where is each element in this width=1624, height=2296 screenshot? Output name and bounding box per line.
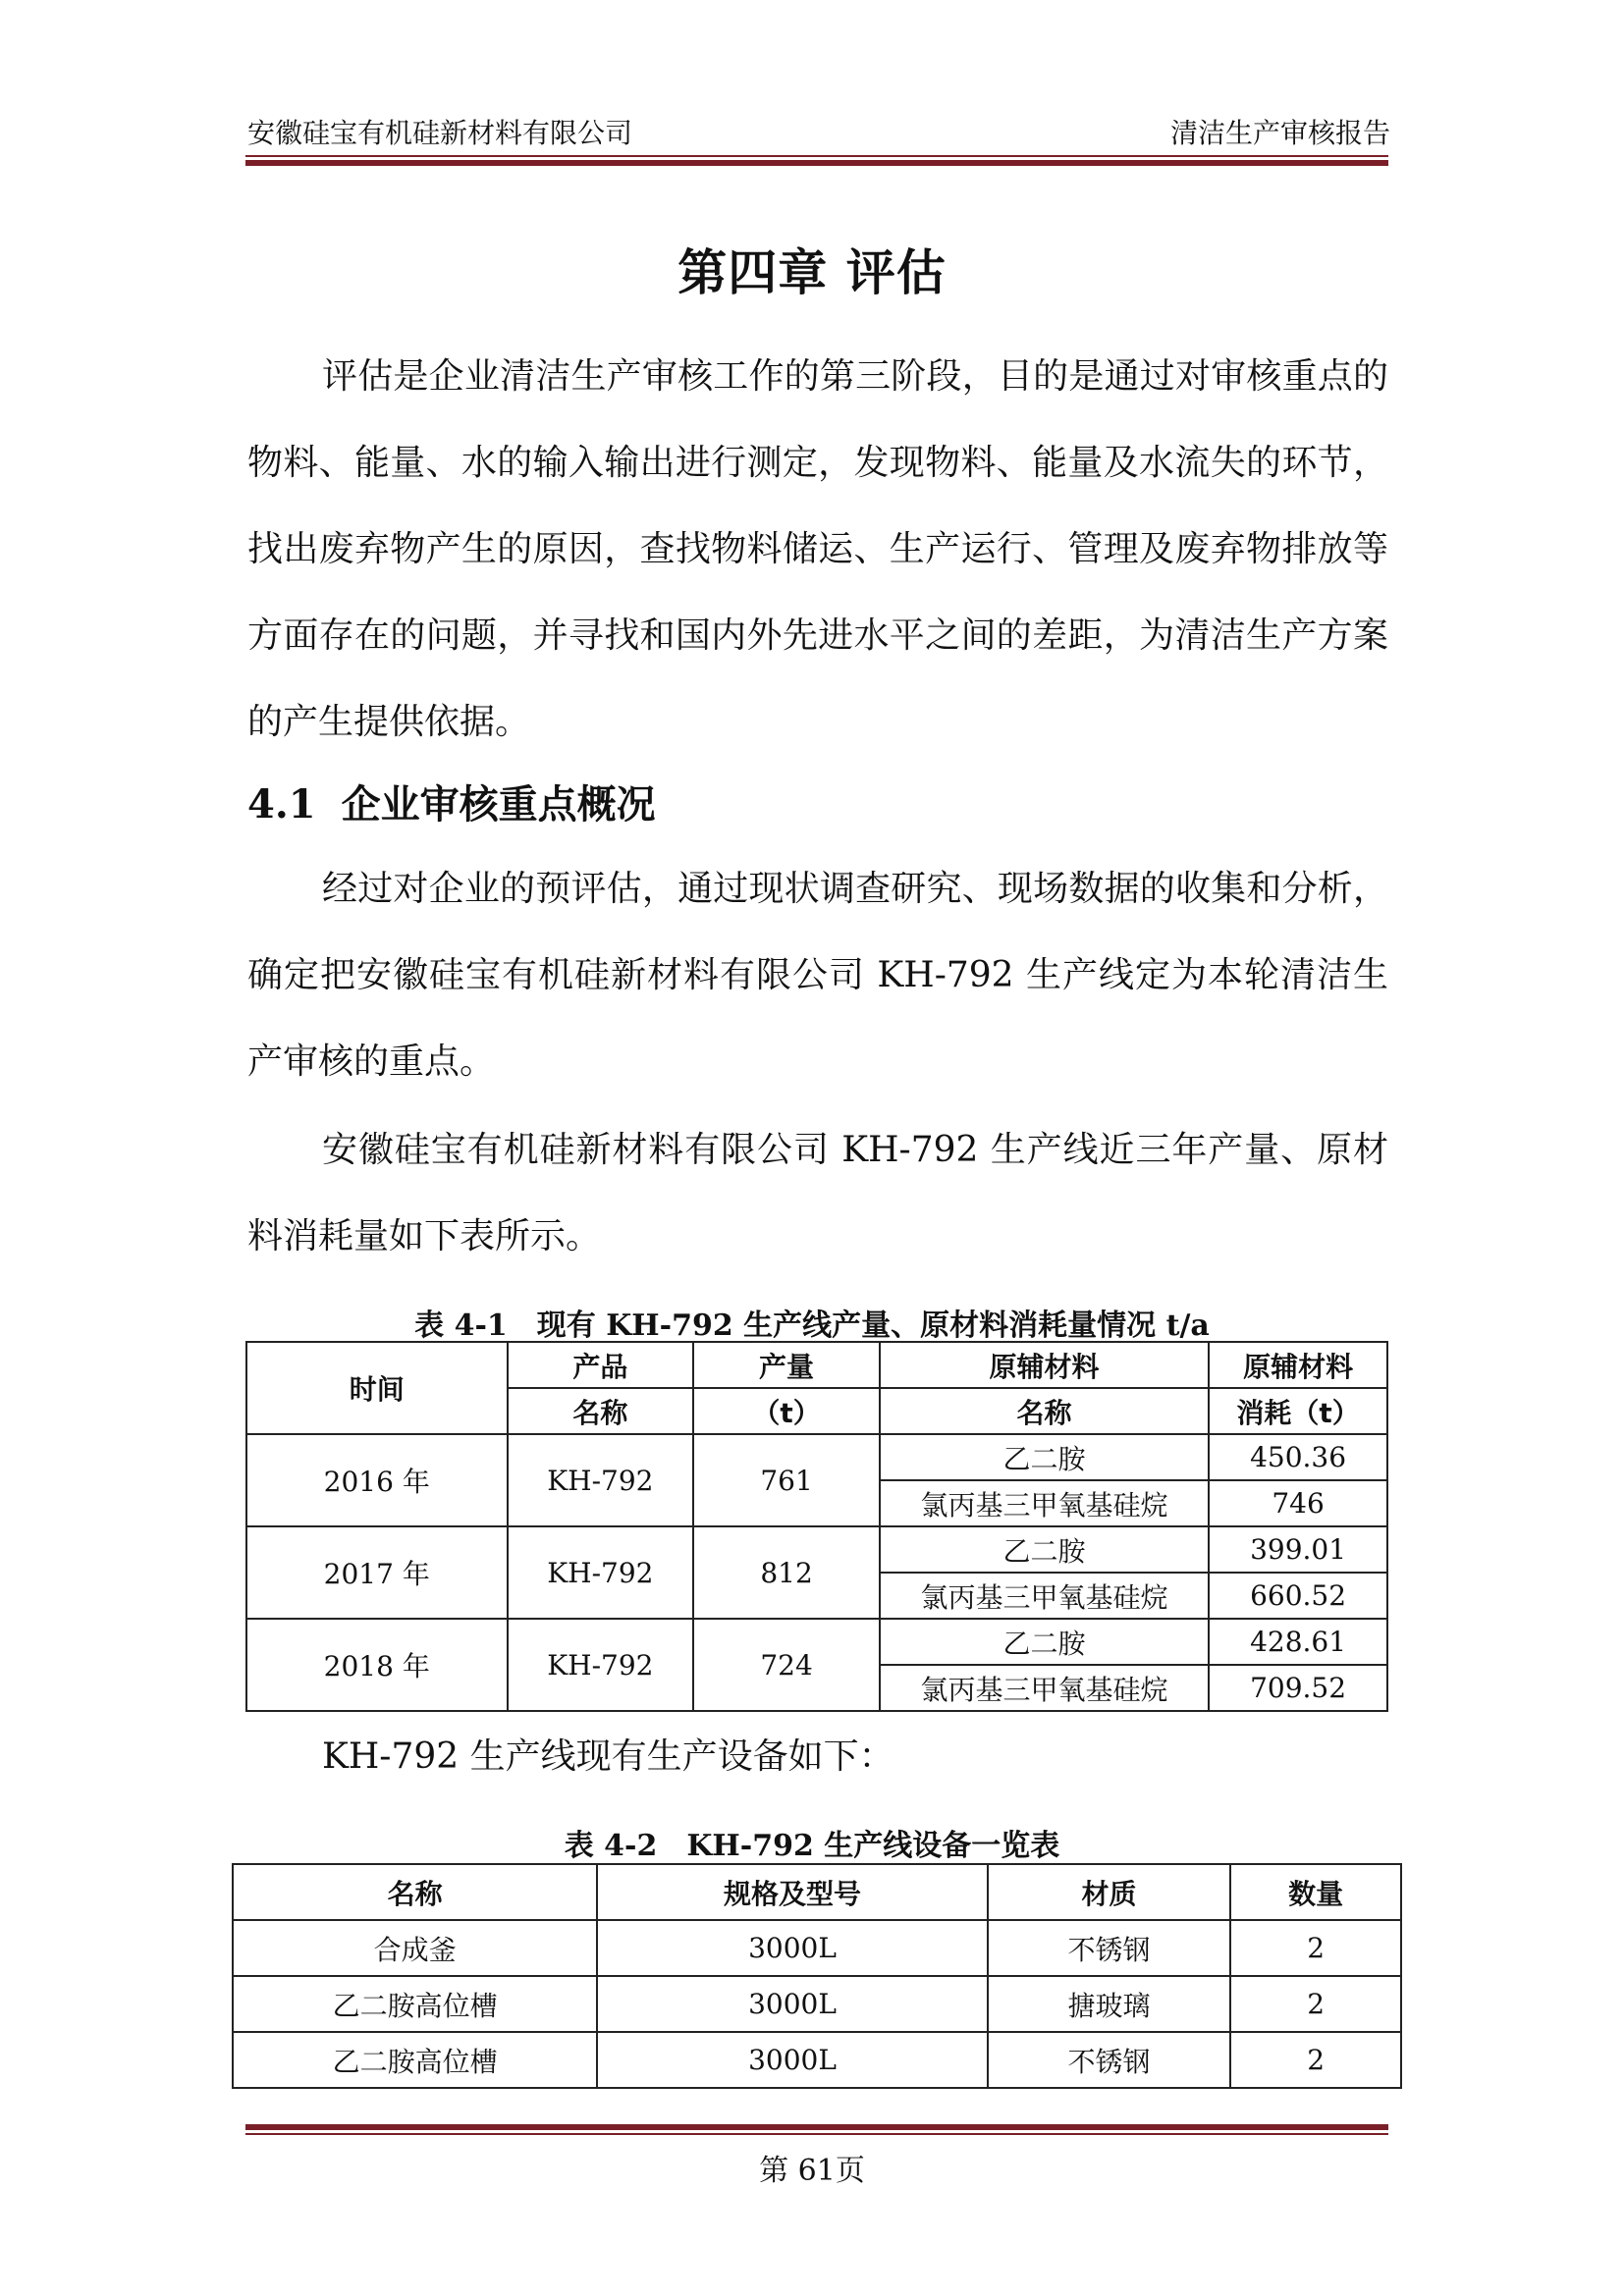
cell-material-amount: 660.52 — [1209, 1573, 1387, 1619]
table-row — [233, 1976, 1401, 2032]
table-row — [233, 2032, 1401, 2088]
section-paragraph-1: 经过对企业的预评估，通过现状调查研究、现场数据的收集和分析，确定把安徽硅宝有机硅新材料有限公司 KH-792 生产线定为本轮清洁生产审核的重点。 — [247, 869, 1388, 1082]
cell-product: KH-792 — [508, 1526, 694, 1619]
table-header-row — [246, 1342, 1387, 1388]
cell-material-amount: 450.36 — [1209, 1434, 1387, 1480]
header-material-top: 原辅材料 — [880, 1342, 1209, 1388]
table-row — [246, 1526, 1387, 1573]
cell-material: 不锈钢 — [988, 2032, 1231, 2088]
cell-material-name: 氯丙基三甲氧基硅烷 — [880, 1573, 1209, 1619]
cell-spec: 3000L — [597, 1976, 987, 2032]
table-row — [246, 1619, 1387, 1665]
equipment-table — [232, 1863, 1402, 2089]
cell-year: 2018 年 — [246, 1619, 508, 1711]
footer-rule-thin — [245, 2133, 1388, 2135]
cell-name: 合成釜 — [233, 1920, 597, 1976]
header-output-bottom: （t） — [693, 1388, 880, 1434]
header-material-bottom: 名称 — [880, 1388, 1209, 1434]
cell-material-name: 乙二胺 — [880, 1526, 1209, 1573]
cell-product: KH-792 — [508, 1619, 694, 1711]
cell-qty: 2 — [1230, 2032, 1401, 2088]
section-title: 企业审核重点概况 — [341, 781, 656, 828]
cell-spec: 3000L — [597, 2032, 987, 2088]
chapter-title: 第四章 评估 — [677, 243, 947, 301]
intro-paragraph: 评估是企业清洁生产审核工作的第三阶段，目的是通过对审核重点的物料、能量、水的输入输出进行测定，发现物料、能量及水流失的环节，找出废弃物产生的原因，查找物料储运、生产运行、管理及废弃物排放等方面存在的问题，并寻找和国内外先进水平之间的差距，为清洁生产方案的产生提供依据。 — [247, 356, 1388, 742]
cell-year: 2017 年 — [246, 1526, 508, 1619]
table-header-row — [233, 1864, 1401, 1920]
cell-material: 搪玻璃 — [988, 1976, 1231, 2032]
page-number: 第 61页 — [759, 2154, 865, 2188]
section-paragraph-2: 安徽硅宝有机硅新材料有限公司 KH-792 生产线近三年产量、原材料消耗量如下表所示。 — [247, 1130, 1388, 1256]
section-number: 4.1 — [247, 781, 316, 828]
cell-output: 812 — [693, 1526, 880, 1619]
equipment-intro: KH-792 生产线现有生产设备如下： — [322, 1736, 894, 1777]
cell-material-amount: 428.61 — [1209, 1619, 1387, 1665]
header-rule-thin — [245, 155, 1388, 157]
table2-caption: 表 4-2 KH-792 生产线设备一览表 — [564, 1829, 1060, 1863]
cell-material: 不锈钢 — [988, 1920, 1231, 1976]
cell-qty: 2 — [1230, 1976, 1401, 2032]
header-consumption-top: 原辅材料 — [1209, 1342, 1387, 1388]
header-material: 材质 — [988, 1864, 1231, 1920]
cell-material-name: 氯丙基三甲氧基硅烷 — [880, 1480, 1209, 1526]
cell-material-name: 乙二胺 — [880, 1434, 1209, 1480]
cell-output: 761 — [693, 1434, 880, 1526]
header-spec: 规格及型号 — [597, 1864, 987, 1920]
cell-material-amount: 709.52 — [1209, 1665, 1387, 1711]
table1-caption: 表 4-1 现有 KH-792 生产线产量、原材料消耗量情况 t/a — [414, 1308, 1210, 1343]
header-product-bottom: 名称 — [508, 1388, 694, 1434]
table-row — [233, 1920, 1401, 1976]
header-consumption-bottom: 消耗（t） — [1209, 1388, 1387, 1434]
cell-material-name: 氯丙基三甲氧基硅烷 — [880, 1665, 1209, 1711]
cell-qty: 2 — [1230, 1920, 1401, 1976]
cell-spec: 3000L — [597, 1920, 987, 1976]
footer-rule-thick — [245, 2124, 1388, 2130]
cell-material-amount: 746 — [1209, 1480, 1387, 1526]
cell-name: 乙二胺高位槽 — [233, 2032, 597, 2088]
cell-material-amount: 399.01 — [1209, 1526, 1387, 1573]
cell-year: 2016 年 — [246, 1434, 508, 1526]
header-time: 时间 — [246, 1342, 508, 1434]
section-heading — [247, 774, 656, 829]
production-table — [245, 1341, 1388, 1712]
cell-material-name: 乙二胺 — [880, 1619, 1209, 1665]
header-report-title: 清洁生产审核报告 — [1169, 117, 1390, 149]
header-name: 名称 — [233, 1864, 597, 1920]
header-product-top: 产品 — [508, 1342, 694, 1388]
header-company: 安徽硅宝有机硅新材料有限公司 — [247, 117, 633, 149]
table-row — [246, 1434, 1387, 1480]
header-qty: 数量 — [1230, 1864, 1401, 1920]
header-rule-thick — [245, 160, 1388, 166]
header-output-top: 产量 — [693, 1342, 880, 1388]
cell-output: 724 — [693, 1619, 880, 1711]
cell-name: 乙二胺高位槽 — [233, 1976, 597, 2032]
cell-product: KH-792 — [508, 1434, 694, 1526]
